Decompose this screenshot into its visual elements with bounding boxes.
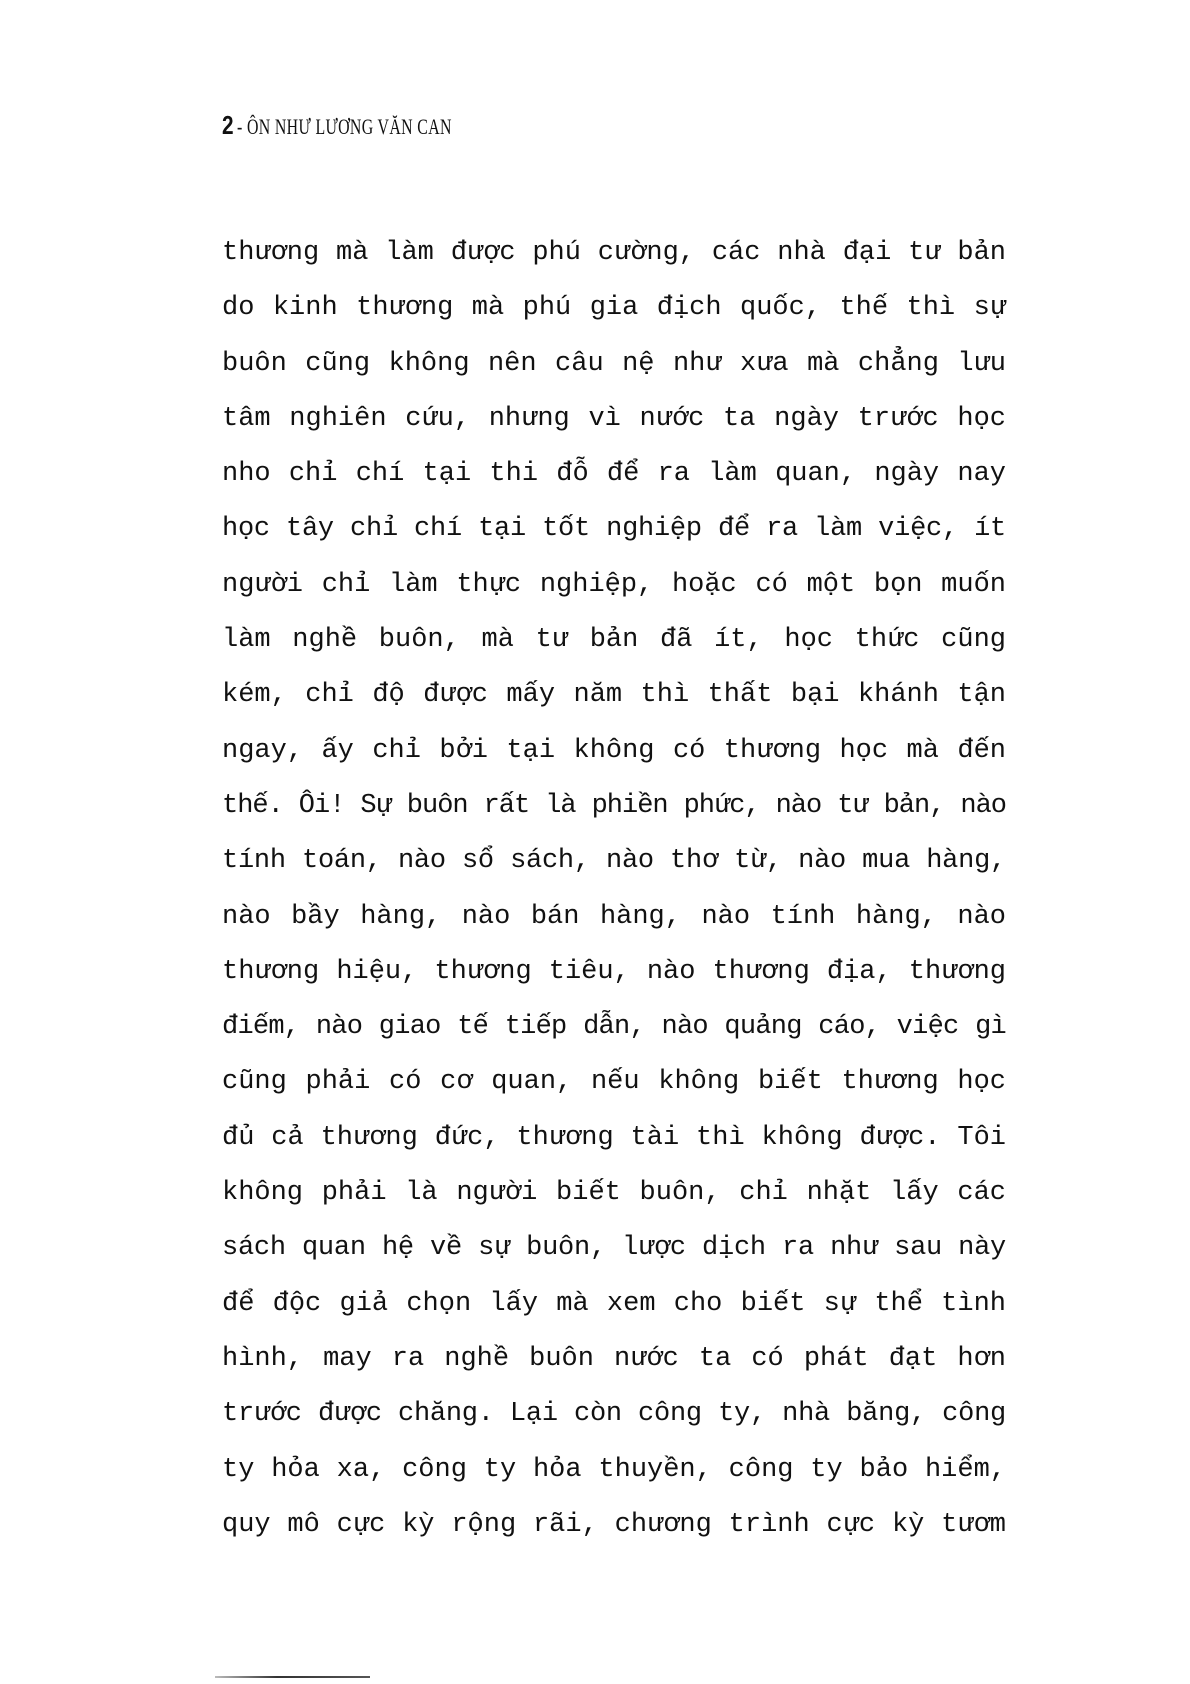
text-line: điếm, nào giao tế tiếp dẫn, nào quảng cáo, việc gì (222, 1012, 1006, 1043)
text-line: làm nghề buôn, mà tư bản đã ít, học thức cũng (222, 625, 1006, 656)
text-line: thương hiệu, thương tiêu, nào thương địa, thương (222, 956, 1006, 987)
text-line: cũng phải có cơ quan, nếu không biết thương học (222, 1067, 1006, 1098)
text-line: không phải là người biết buôn, chỉ nhặt lấy các (222, 1178, 1006, 1209)
text-line: sách quan hệ về sự buôn, lược dịch ra như sau này (222, 1233, 1006, 1264)
text-line: do kinh thương mà phú gia địch quốc, thế thì sự (222, 293, 1006, 324)
text-line: trước được chăng. Lại còn công ty, nhà băng, công (222, 1399, 1006, 1430)
body-text (222, 226, 1006, 1553)
text-line: thế. Ôi! Sự buôn rất là phiền phức, nào tư bản, nào (222, 790, 1006, 821)
text-line: tính toán, nào sổ sách, nào thơ từ, nào mua hàng, (222, 846, 1006, 877)
footer-rule (215, 1676, 370, 1678)
text-line: buôn cũng không nên câu nệ như xưa mà chẳng lưu (222, 348, 1006, 379)
text-line: quy mô cực kỳ rộng rãi, chương trình cực kỳ tươm (222, 1509, 1006, 1540)
text-line: nào bầy hàng, nào bán hàng, nào tính hàng, nào (222, 901, 1006, 932)
running-header (222, 110, 535, 141)
text-line: tâm nghiên cứu, nhưng vì nước ta ngày trước học (222, 403, 1006, 434)
page-number: 2 (222, 110, 234, 140)
text-line: ty hỏa xa, công ty hỏa thuyền, công ty bảo hiểm, (222, 1454, 1006, 1485)
text-line: để độc giả chọn lấy mà xem cho biết sự thể tình (222, 1288, 1006, 1319)
text-line: học tây chỉ chí tại tốt nghiệp để ra làm việc, ít (222, 514, 1006, 545)
text-line: nho chỉ chí tại thi đỗ để ra làm quan, ngày nay (222, 459, 1006, 490)
running-title: - ÔN NHƯ LƯƠNG VĂN CAN (236, 114, 452, 139)
text-line: đủ cả thương đức, thương tài thì không được. Tôi (222, 1122, 1006, 1153)
text-line: hình, may ra nghề buôn nước ta có phát đạt hơn (222, 1343, 1006, 1374)
text-line: thương mà làm được phú cường, các nhà đại tư bản (222, 238, 1006, 268)
text-line: ngay, ấy chỉ bởi tại không có thương học mà đến (222, 735, 1006, 766)
text-line: kém, chỉ độ được mấy năm thì thất bại khánh tận (222, 680, 1006, 711)
text-line: người chỉ làm thực nghiệp, hoặc có một bọn muốn (222, 569, 1006, 600)
